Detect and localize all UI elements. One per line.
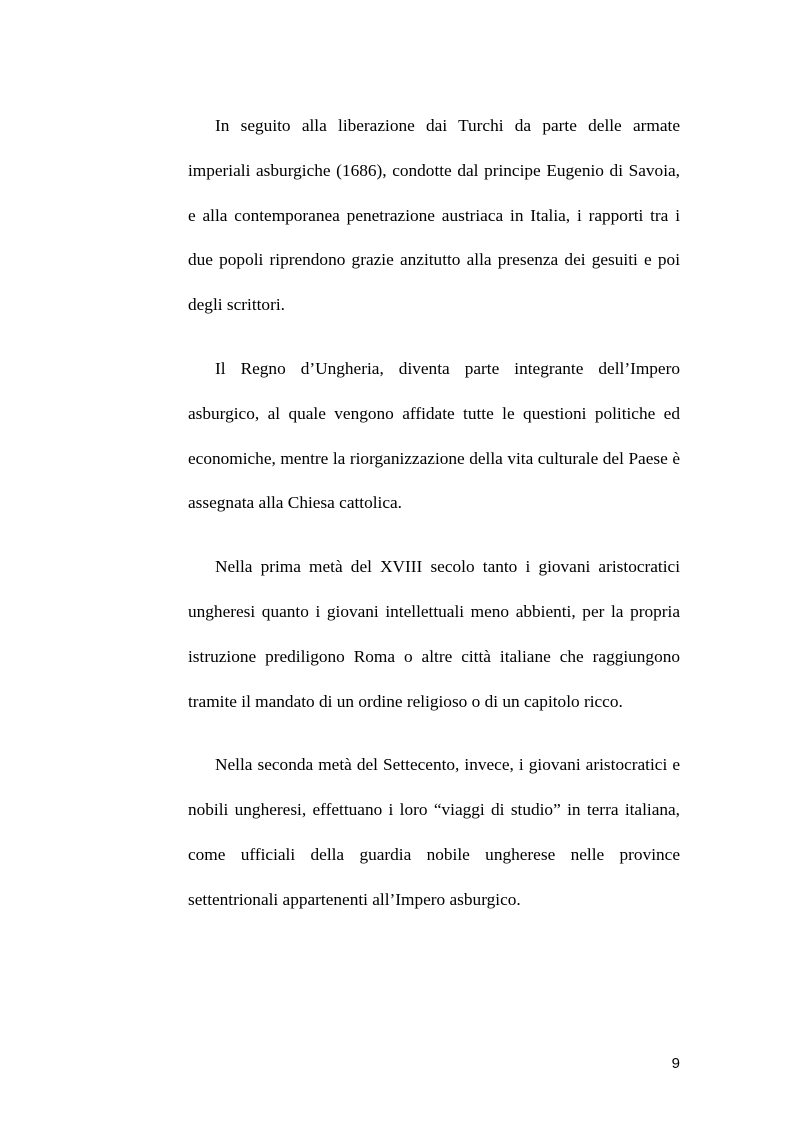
page-number: 9: [671, 1055, 680, 1072]
paragraph-first-half-18th-century: Nella prima metà del XVIII secolo tanto i giovani aristocratici ungheresi quanto i giovani intellettuali meno abbienti, per la propria istruzione prediligono Roma o altre città italiane che raggiungono tramite il mandato di un ordine religioso o di un capitolo ricco.: [188, 557, 680, 711]
paragraph-liberation-from-turks: In seguito alla liberazione dai Turchi da parte delle armate imperiali asburgiche (1686), condotte dal principe Eugenio di Savoia, e alla contemporanea penetrazione austriaca in Italia, i rapporti tra i due popoli riprendono grazie anzitutto alla presenza dei gesuiti e poi degli scrittori.: [188, 116, 680, 315]
paragraph-kingdom-of-hungary: Il Regno d’Ungheria, diventa parte integrante dell’Impero asburgico, al quale vengono affidate tutte le questioni politiche ed economiche, mentre la riorganizzazione della vita culturale del Paese è assegnata alla Chiesa cattolica.: [188, 358, 680, 513]
body-text: [188, 104, 680, 942]
paragraph-second-half-18th-century: Nella seconda metà del Settecento, invece, i giovani aristocratici e nobili ungheresi, effettuano i loro “viaggi di studio” in terra italiana, come ufficiali della guardia nobile ungherese nelle province settentrionali appartenenti all’Impero asburgico.: [188, 755, 680, 909]
